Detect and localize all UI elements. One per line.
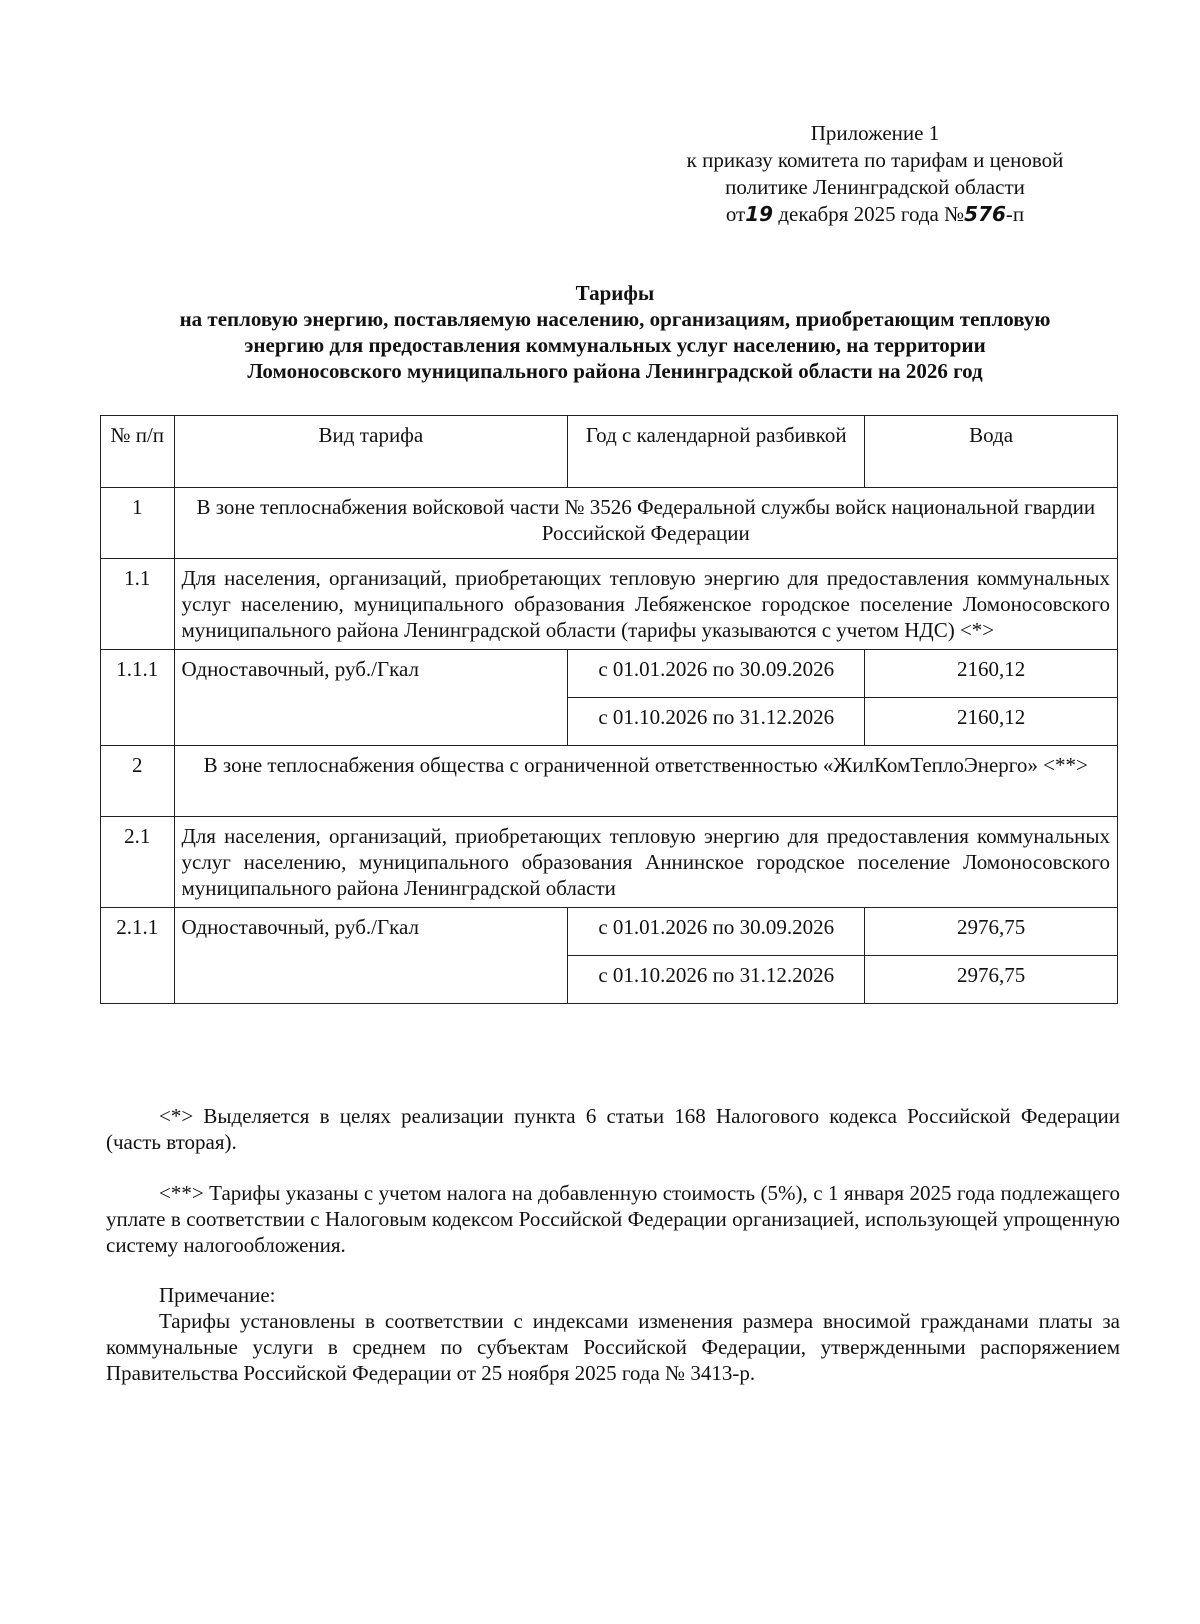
group11-text: Для населения, организаций, приобретающих тепловую энергию для предоставления коммунальных услуг населению, муниципального образования Лебяженское городское поселение Ломоносовского муниципального района Ленинградской области (тарифы указываются с учетом НДС) <*>	[174, 559, 1118, 650]
title-line-3: Ломоносовского муниципального района Ленинградской области на 2026 год	[247, 359, 983, 383]
group21-num: 2.1	[101, 817, 175, 908]
header-kind: Вид тарифа	[174, 416, 568, 488]
remark-label: Примечание:	[159, 1283, 276, 1307]
group11-num: 1.1	[101, 559, 175, 650]
tariff-table	[100, 415, 1118, 1004]
footnote-2-text: <**> Тарифы указаны с учетом налога на добавленную стоимость (5%), с 1 января 2025 года подлежащего уплате в соответствии с Налоговым кодексом Российской Федерации организацией, использующей упрощенную систему налогообложения.	[106, 1181, 1120, 1257]
table-row-group-2-1	[101, 817, 1118, 908]
row111-kind: Одноставочный, руб./Гкал	[174, 650, 568, 746]
row111-num: 1.1.1	[101, 650, 175, 746]
appendix-header	[640, 120, 1110, 228]
zone2-text: В зоне теплоснабжения общества с ограниченной ответственностью «ЖилКомТеплоЭнерго» <**>	[174, 746, 1118, 817]
row211-kind: Одноставочный, руб./Гкал	[174, 908, 568, 1004]
title-heading: Тарифы	[575, 281, 655, 305]
appendix-committee-line: политике Ленинградской области	[725, 175, 1025, 199]
footnote-simplified-tax	[106, 1180, 1120, 1258]
table-header-row	[101, 416, 1118, 488]
row111-period-1: с 01.01.2026 по 30.09.2026	[568, 650, 865, 698]
row211-period-1: с 01.01.2026 по 30.09.2026	[568, 908, 865, 956]
row111-period-2: с 01.10.2026 по 31.12.2026	[568, 698, 865, 746]
handwritten-number: 576	[964, 202, 1006, 226]
zone1-num: 1	[101, 488, 175, 559]
footnote-1-text: <*> Выделяется в целях реализации пункта 6 статьи 168 Налогового кодекса Российской Федерации (часть вторая).	[106, 1104, 1120, 1154]
footnote-vat	[106, 1103, 1120, 1155]
row211-num: 2.1.1	[101, 908, 175, 1004]
title-line-2: энергию для предоставления коммунальных услуг населению, на территории	[244, 333, 986, 357]
table-row-zone-2	[101, 746, 1118, 817]
header-value: Вода	[865, 416, 1118, 488]
table-row-group-1-1	[101, 559, 1118, 650]
zone1-text: В зоне теплоснабжения войсковой части № 3526 Федеральной службы войск национальной гвардии Российской Федерации	[174, 488, 1118, 559]
table-row-zone-1	[101, 488, 1118, 559]
zone2-num: 2	[101, 746, 175, 817]
appendix-order-line: к приказу комитета по тарифам и ценовой	[686, 148, 1064, 172]
row211-value-1: 2976,75	[865, 908, 1118, 956]
header-period: Год с календарной разбивкой	[568, 416, 865, 488]
table-row-1-1-1-a	[101, 650, 1118, 698]
row211-value-2: 2976,75	[865, 956, 1118, 1004]
appendix-date-line	[640, 201, 1110, 228]
header-num: № п/п	[101, 416, 175, 488]
appendix-title: Приложение 1	[810, 121, 940, 145]
group21-text: Для населения, организаций, приобретающих тепловую энергию для предоставления коммунальных услуг населению, муниципального образования Аннинское городское поселение Ломоносовского муниципального района Ленинградской области	[174, 817, 1118, 908]
remark-block	[106, 1282, 1120, 1386]
row111-value-2: 2160,12	[865, 698, 1118, 746]
row111-value-1: 2160,12	[865, 650, 1118, 698]
number-suffix: -п	[1005, 202, 1025, 226]
date-middle: декабря 2025 года №	[778, 202, 965, 226]
title-line-1: на тепловую энергию, поставляемую населению, организациям, приобретающим тепловую	[179, 307, 1051, 331]
handwritten-day: 19	[745, 202, 774, 226]
row211-period-2: с 01.10.2026 по 31.12.2026	[568, 956, 865, 1004]
remark-text: Тарифы установлены в соответствии с индексами изменения размера вносимой гражданами платы за коммунальные услуги в среднем по субъектам Российской Федерации, утвержденными распоряжением Правительства Российской Федерации от 25 ноября 2025 года № 3413-р.	[106, 1309, 1120, 1385]
document-title	[100, 280, 1130, 384]
date-prefix: от	[725, 202, 746, 226]
table-row-2-1-1-a	[101, 908, 1118, 956]
